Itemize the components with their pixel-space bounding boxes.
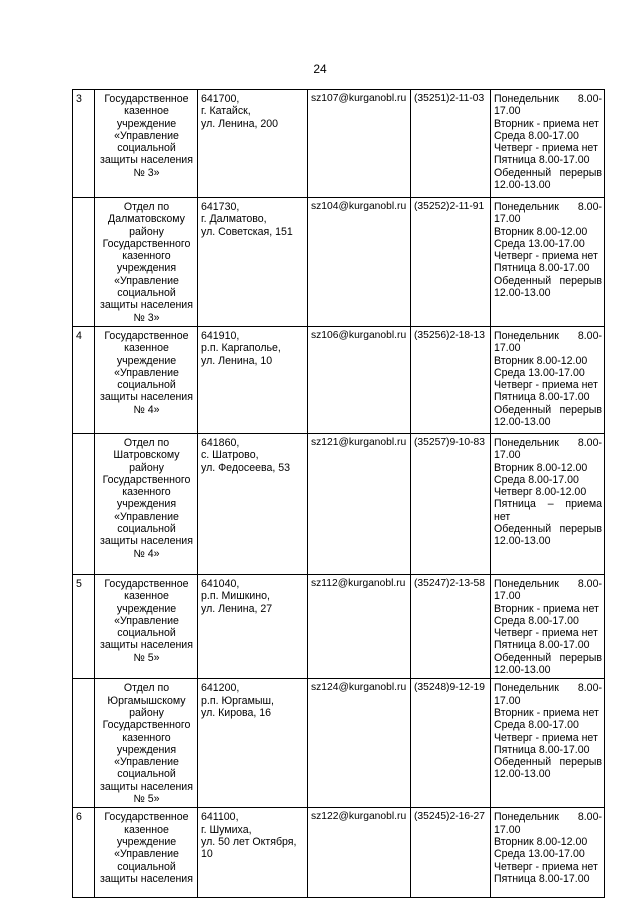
hours-line [494, 719, 602, 731]
address-line: ул. Федосеева, 53 [201, 461, 291, 474]
working-hours [491, 679, 605, 808]
name-line: социальной [117, 627, 176, 640]
institution-name [95, 326, 198, 433]
name-line: учреждение [116, 602, 177, 615]
email: sz122@kurganobl.ru [308, 808, 411, 898]
address-line: г. Катайск, [201, 105, 251, 118]
name-line: Далматовскому [108, 213, 185, 226]
name-line: району [129, 225, 164, 238]
hours-line [494, 861, 602, 873]
hours-line [494, 154, 602, 166]
institution-name [95, 433, 198, 574]
hours-word: перерыв [559, 756, 602, 769]
hours-line [494, 416, 602, 428]
row-number [73, 433, 95, 574]
name-line: «Управление [114, 848, 179, 861]
address-line: г. Далматово, [201, 213, 267, 226]
email: sz112@kurganobl.ru [308, 574, 411, 678]
hours-word: Среда 8.00-17.00 [494, 719, 579, 732]
hours-word: Пятница 8.00-17.00 [494, 262, 590, 275]
name-line: Шатровскому [113, 449, 180, 462]
name-line: защиты населения [100, 535, 193, 548]
address [198, 679, 308, 808]
hours-line [494, 695, 602, 707]
working-hours [491, 326, 605, 433]
name-line: учреждения [116, 262, 177, 275]
institution-name [95, 198, 198, 327]
name-line: № 3» [133, 311, 160, 324]
hours-line [494, 474, 602, 486]
name-line: защиты населения [100, 154, 193, 167]
hours-word: 8.00- [577, 201, 602, 213]
hours-line [494, 462, 602, 474]
name-line: социальной [117, 860, 176, 873]
hours-word: 12.00-13.00 [494, 287, 551, 300]
hours-line [494, 213, 602, 225]
address-line: ул. 50 лет Октября, [201, 835, 297, 848]
address-line: ул. Кирова, 16 [201, 706, 272, 719]
hours-word: 12.00-13.00 [494, 535, 551, 548]
hours-word: Пятница 8.00-17.00 [494, 391, 590, 404]
email: sz107@kurganobl.ru [308, 90, 411, 198]
address-line: 641730, [201, 201, 240, 213]
address-line: 641040, [201, 577, 240, 590]
table-row [73, 433, 605, 574]
hours-line [494, 836, 602, 848]
hours-word: Обеденный [494, 523, 552, 536]
institution-name [95, 574, 198, 678]
hours-line [494, 732, 602, 744]
address [198, 198, 308, 327]
name-line: «Управление [114, 274, 179, 287]
address-line: 10 [201, 848, 213, 861]
table-row [73, 90, 605, 198]
name-line: Государственного [102, 473, 191, 486]
hours-line [494, 627, 602, 639]
name-line: социальной [117, 523, 176, 536]
hours-word: Четверг - приема нет [494, 731, 598, 744]
hours-word: 17.00 [494, 213, 521, 226]
name-line: району [129, 461, 164, 474]
hours-word: Обеденный [494, 651, 552, 664]
name-line: учреждение [116, 835, 177, 848]
address-line: ул. Ленина, 27 [201, 602, 273, 615]
hours-word: 8.00- [577, 682, 602, 695]
hours-line [494, 262, 602, 274]
hours-word: Обеденный [494, 403, 552, 416]
hours-line [494, 379, 602, 391]
name-line: социальной [117, 379, 176, 392]
name-line: учреждения [116, 743, 177, 756]
name-line: Государственного [102, 719, 191, 732]
name-line: учреждения [116, 498, 177, 511]
hours-word: 12.00-13.00 [494, 179, 551, 192]
name-line: Государственное [104, 577, 189, 590]
hours-line [494, 848, 602, 860]
hours-word: Обеденный [494, 756, 552, 769]
hours-line [494, 404, 602, 416]
hours-word: перерыв [559, 166, 602, 179]
hours-line [494, 449, 602, 461]
hours-word: Понедельник [494, 329, 559, 342]
address [198, 574, 308, 678]
phone: (35257)9-10-83 [411, 433, 491, 574]
email: sz104@kurganobl.ru [308, 198, 411, 327]
name-line: «Управление [114, 510, 179, 523]
hours-line [494, 93, 602, 105]
address-line: 641200, [201, 682, 240, 695]
name-line: «Управление [114, 366, 179, 379]
working-hours [491, 433, 605, 574]
hours-word: 8.00- [577, 436, 602, 449]
hours-word: Понедельник [494, 577, 559, 590]
hours-word: 12.00-13.00 [494, 416, 551, 429]
address-line: ул. Советская, 151 [201, 225, 293, 238]
hours-line [494, 130, 602, 142]
hours-word: Четверг - приема нет [494, 379, 598, 392]
hours-word: Среда 13.00-17.00 [494, 237, 585, 250]
hours-line [494, 578, 602, 590]
name-line: защиты населения [100, 391, 193, 404]
hours-line [494, 367, 602, 379]
hours-word: 8.00- [577, 577, 602, 590]
hours-line [494, 355, 602, 367]
hours-word: 17.00 [494, 590, 521, 603]
hours-word: Вторник - приема нет [494, 602, 599, 615]
name-line: социальной [117, 287, 176, 300]
phone: (35256)2-18-13 [411, 326, 491, 433]
hours-word: 12.00-13.00 [494, 768, 551, 781]
phone: (35252)2-11-91 [411, 198, 491, 327]
hours-line [494, 437, 602, 449]
email: sz124@kurganobl.ru [308, 679, 411, 808]
row-number: 6 [73, 808, 95, 898]
hours-line [494, 250, 602, 262]
hours-word: – [547, 498, 554, 511]
hours-line [494, 275, 602, 287]
address [198, 90, 308, 198]
hours-word: Пятница 8.00-17.00 [494, 154, 590, 167]
hours-word: 12.00-13.00 [494, 664, 551, 677]
contacts-table [72, 89, 605, 898]
phone: (35247)2-13-58 [411, 574, 491, 678]
row-number: 3 [73, 90, 95, 198]
name-line: казенного [122, 250, 171, 263]
hours-word: перерыв [559, 523, 602, 536]
hours-word: перерыв [559, 651, 602, 664]
name-line: № 5» [133, 651, 160, 664]
row-number: 4 [73, 326, 95, 433]
hours-word: Четверг - приема нет [494, 142, 598, 155]
hours-word: Понедельник [494, 682, 559, 695]
name-line: «Управление [114, 614, 179, 627]
name-line: Государственное [104, 329, 189, 342]
hours-word: приема [565, 498, 602, 511]
name-line: защиты населения [100, 780, 193, 793]
hours-line [494, 756, 602, 768]
hours-word: Вторник 8.00-12.00 [494, 835, 588, 848]
hours-word: Пятница 8.00-17.00 [494, 743, 590, 756]
name-line: казенного [122, 486, 171, 499]
hours-word: 17.00 [494, 105, 521, 118]
hours-word: Пятница 8.00-17.00 [494, 872, 590, 885]
table-row [73, 198, 605, 327]
address-line: 641100, [201, 811, 239, 824]
row-number [73, 198, 95, 327]
phone: (35245)2-16-27 [411, 808, 491, 898]
hours-line [494, 639, 602, 651]
hours-line [494, 603, 602, 615]
phone: (35248)9-12-19 [411, 679, 491, 808]
name-line: № 4» [133, 403, 160, 416]
hours-line [494, 391, 602, 403]
hours-line [494, 486, 602, 498]
hours-line [494, 330, 602, 342]
name-line: казенного [122, 731, 171, 744]
hours-word: Обеденный [494, 274, 552, 287]
hours-word: Понедельник [494, 811, 559, 824]
name-line: учреждение [116, 117, 177, 130]
address-line: р.п. Юргамыш, [201, 694, 274, 707]
name-line: казенное [124, 823, 169, 836]
address-line: г. Шумиха, [201, 823, 252, 836]
hours-line [494, 590, 602, 602]
name-line: казенное [124, 105, 169, 118]
address-line: р.п. Мишкино, [201, 590, 270, 603]
hours-word: Пятница [494, 498, 536, 511]
hours-word: Четверг 8.00-12.00 [494, 486, 587, 499]
hours-line [494, 342, 602, 354]
name-line: «Управление [114, 129, 179, 142]
address-line: 641860, [201, 436, 240, 449]
address [198, 433, 308, 574]
hours-word: Пятница 8.00-17.00 [494, 639, 590, 652]
hours-line [494, 179, 602, 191]
hours-word: Среда 8.00-17.00 [494, 614, 579, 627]
hours-line [494, 873, 602, 885]
hours-line [494, 811, 602, 823]
table-row [73, 679, 605, 808]
address-line: 641700, [201, 93, 240, 105]
hours-word: 8.00- [577, 93, 602, 105]
hours-line [494, 287, 602, 299]
hours-line [494, 105, 602, 117]
hours-word: Среда 8.00-17.00 [494, 129, 579, 142]
name-line: защиты населения [100, 872, 193, 885]
hours-word: Четверг - приема нет [494, 860, 598, 873]
address-line: р.п. Каргаполье, [201, 342, 281, 355]
hours-word: Вторник 8.00-12.00 [494, 461, 588, 474]
hours-line [494, 142, 602, 154]
hours-word: 17.00 [494, 449, 521, 462]
hours-line [494, 744, 602, 756]
hours-line [494, 523, 602, 535]
address-line: ул. Ленина, 10 [201, 354, 273, 367]
hours-word: Среда 13.00-17.00 [494, 848, 585, 861]
name-line: Отдел по [123, 436, 170, 449]
hours-line [494, 226, 602, 238]
hours-word: перерыв [559, 403, 602, 416]
name-line: Отдел по [123, 682, 170, 695]
name-line: казенное [124, 342, 169, 355]
hours-word: 17.00 [494, 342, 521, 355]
hours-line [494, 167, 602, 179]
table-row [73, 574, 605, 678]
page-number: 24 [313, 62, 327, 76]
hours-word: Понедельник [494, 436, 559, 449]
hours-line [494, 615, 602, 627]
hours-word: Среда 13.00-17.00 [494, 366, 585, 379]
address-line: 641910, [201, 329, 240, 342]
hours-line [494, 768, 602, 780]
hours-word: Обеденный [494, 166, 552, 179]
name-line: № 4» [133, 547, 160, 560]
hours-line [494, 652, 602, 664]
name-line: Юргамышскому [107, 694, 186, 707]
hours-word: Вторник 8.00-12.00 [494, 225, 588, 238]
institution-name [95, 808, 198, 898]
name-line: Государственного [102, 237, 191, 250]
hours-line [494, 238, 602, 250]
phone: (35251)2-11-03 [411, 90, 491, 198]
hours-word: перерыв [559, 274, 602, 287]
email: sz121@kurganobl.ru [308, 433, 411, 574]
hours-word: Понедельник [494, 93, 559, 105]
address-line: ул. Ленина, 200 [201, 117, 279, 130]
hours-word: 8.00- [577, 811, 602, 824]
name-line: № 3» [133, 166, 160, 179]
hours-line [494, 824, 602, 836]
hours-word: 17.00 [494, 694, 521, 707]
name-line: защиты населения [100, 299, 193, 312]
hours-word: Вторник - приема нет [494, 117, 599, 130]
working-hours [491, 574, 605, 678]
hours-word: Среда 8.00-17.00 [494, 473, 579, 486]
table-row [73, 326, 605, 433]
hours-line [494, 201, 602, 213]
hours-word: 17.00 [494, 823, 521, 836]
name-line: социальной [117, 142, 176, 155]
hours-word: нет [494, 510, 511, 523]
name-line: № 5» [133, 793, 160, 806]
hours-word: Понедельник [494, 201, 559, 213]
row-number: 5 [73, 574, 95, 678]
hours-word: 8.00- [577, 329, 602, 342]
name-line: Государственное [104, 811, 189, 824]
hours-word: Четверг - приема нет [494, 627, 598, 640]
hours-word: Вторник - приема нет [494, 706, 599, 719]
working-hours [491, 198, 605, 327]
name-line: району [129, 706, 164, 719]
name-line: Отдел по [123, 201, 170, 213]
name-line: Государственное [104, 93, 189, 105]
address [198, 326, 308, 433]
name-line: социальной [117, 768, 176, 781]
hours-word: Вторник 8.00-12.00 [494, 354, 588, 367]
institution-name [95, 679, 198, 808]
hours-line [494, 682, 602, 694]
address [198, 808, 308, 898]
hours-line [494, 664, 602, 676]
name-line: казенное [124, 590, 169, 603]
hours-line [494, 535, 602, 547]
name-line: учреждение [116, 354, 177, 367]
email: sz106@kurganobl.ru [308, 326, 411, 433]
hours-line [494, 498, 602, 510]
working-hours [491, 808, 605, 898]
name-line: защиты населения [100, 639, 193, 652]
working-hours [491, 90, 605, 198]
hours-line [494, 511, 602, 523]
address-line: с. Шатрово, [201, 449, 259, 462]
hours-word: Четверг - приема нет [494, 250, 598, 263]
row-number [73, 679, 95, 808]
table-row [73, 808, 605, 898]
name-line: «Управление [114, 756, 179, 769]
hours-line [494, 118, 602, 130]
institution-name [95, 90, 198, 198]
hours-line [494, 707, 602, 719]
